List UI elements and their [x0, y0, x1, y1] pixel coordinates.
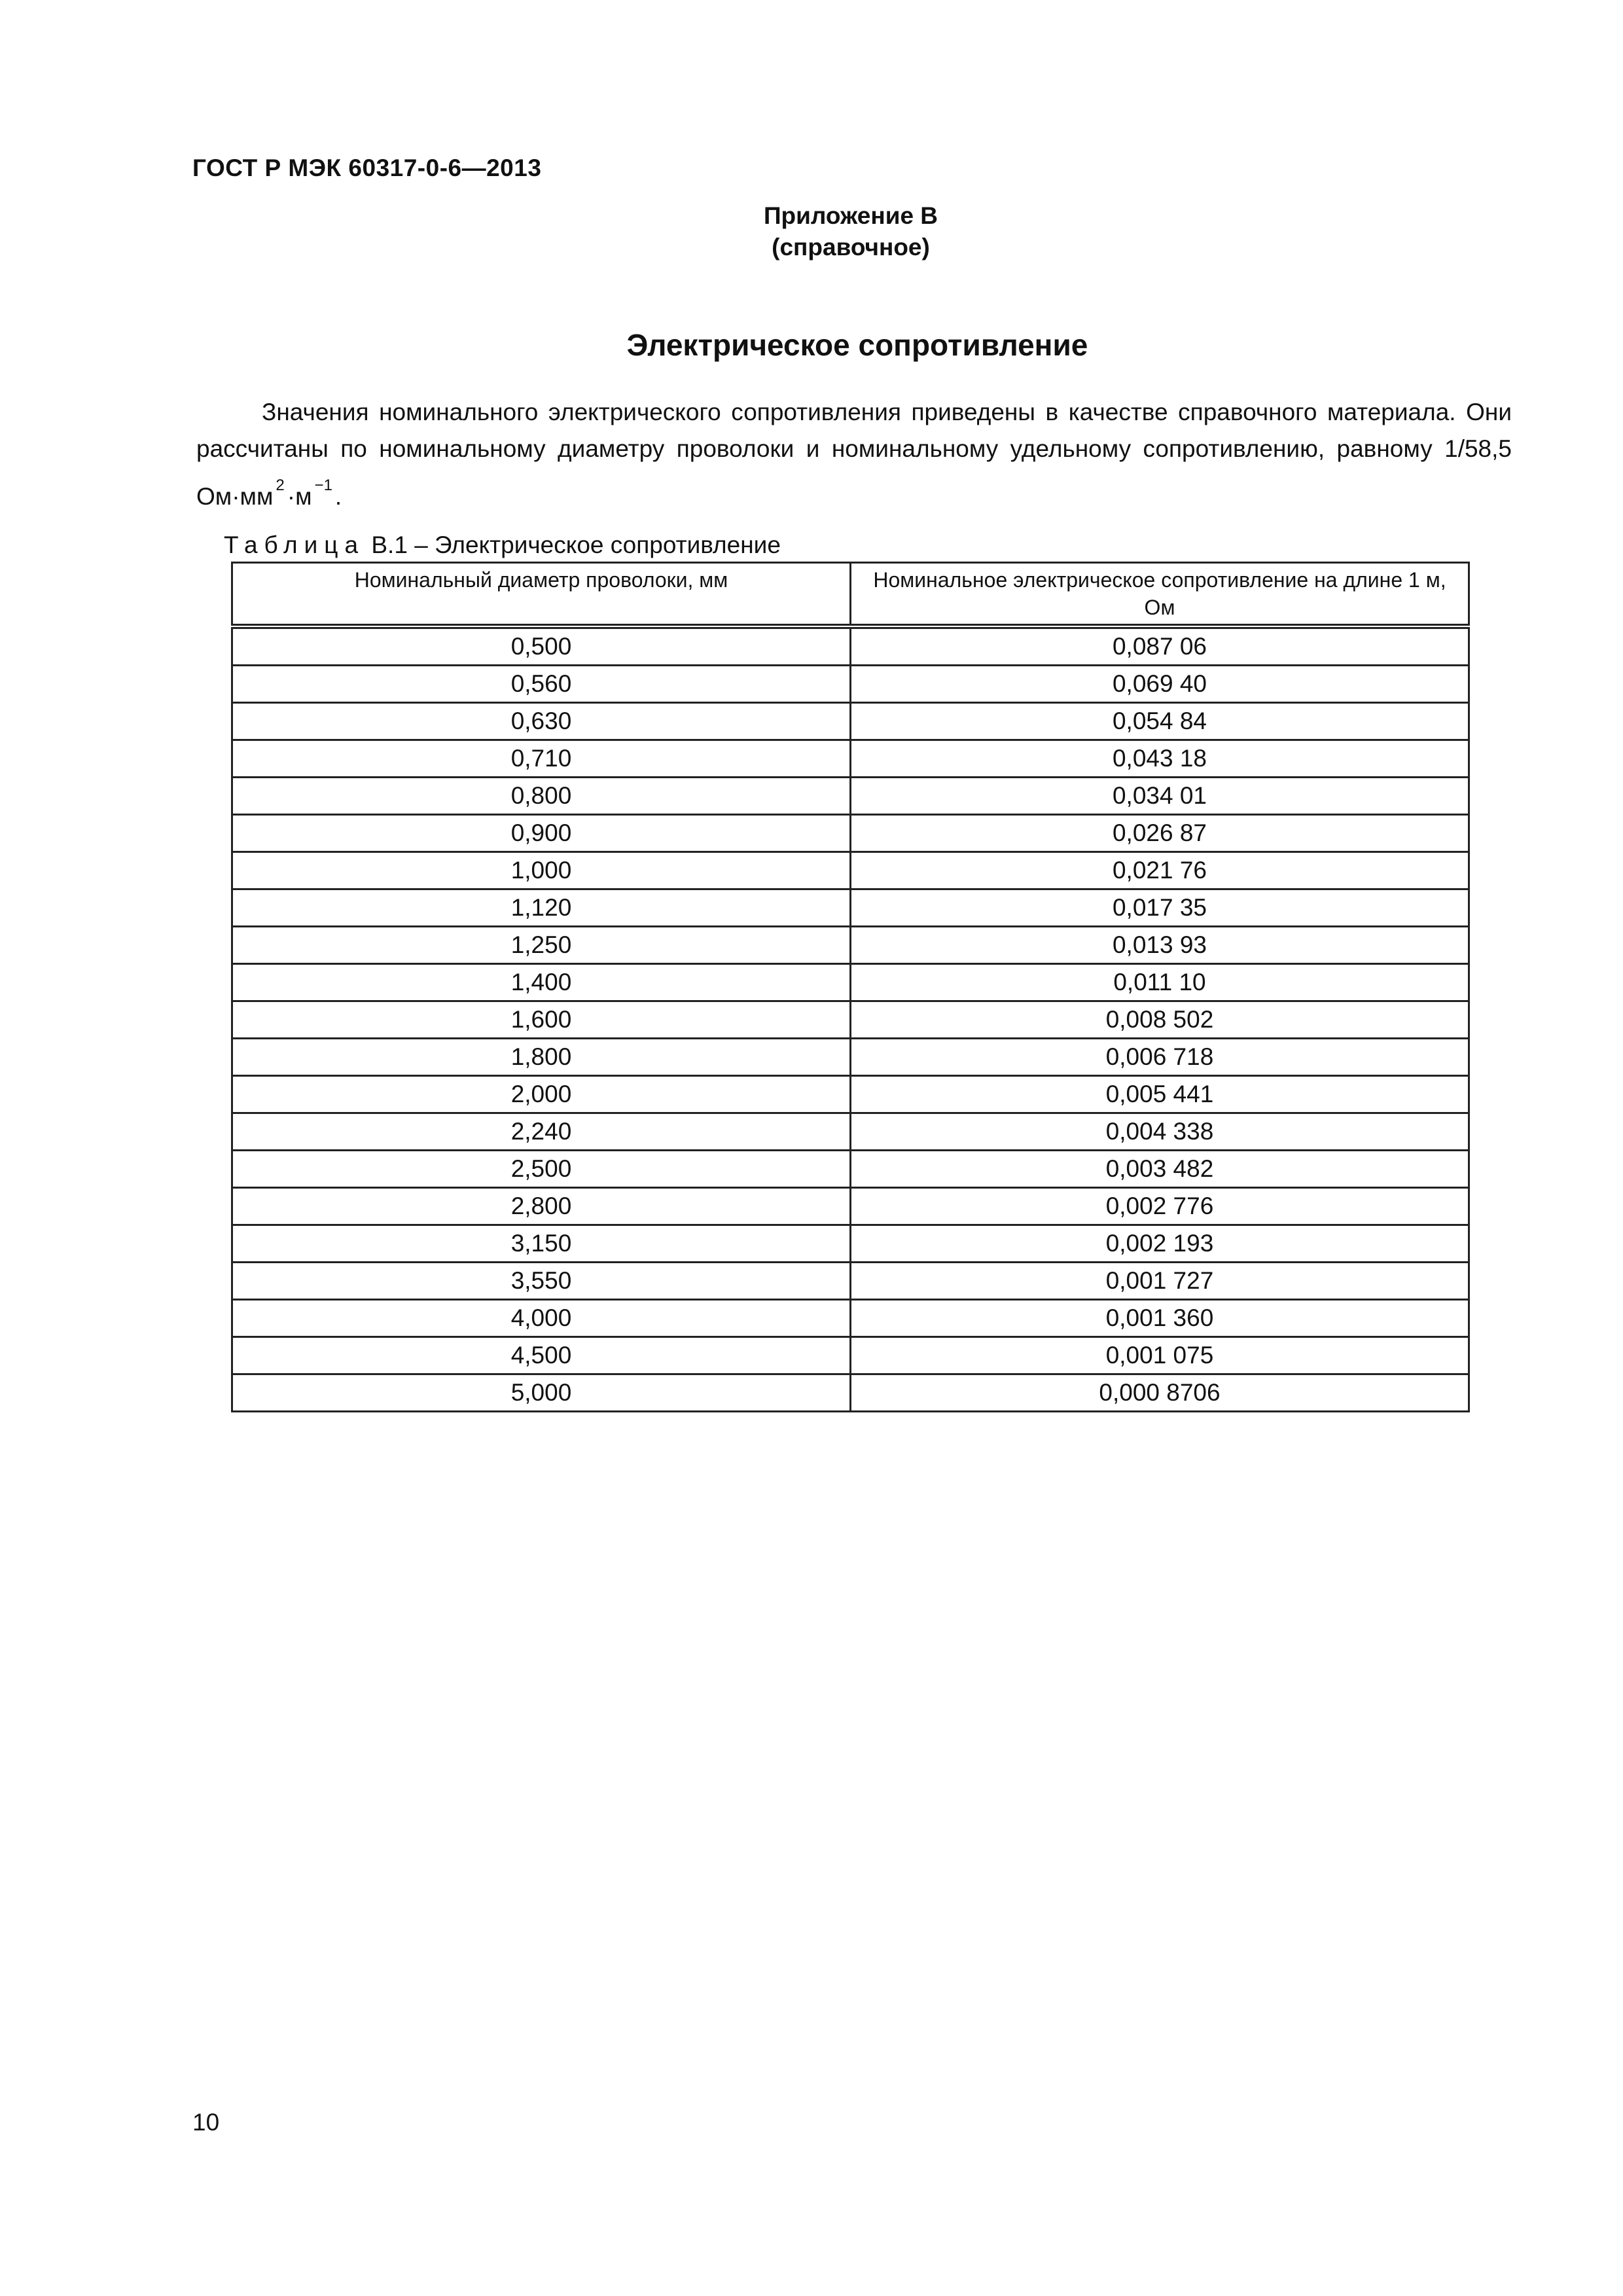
table-caption-label: Таблица — [224, 531, 365, 558]
cell-resistance: 0,004 338 — [851, 1113, 1469, 1151]
cell-resistance: 0,000 8706 — [851, 1374, 1469, 1412]
intro-paragraph — [196, 394, 1512, 515]
cell-resistance: 0,021 76 — [851, 852, 1469, 889]
cell-diameter: 2,800 — [232, 1188, 851, 1225]
cell-diameter: 2,500 — [232, 1151, 851, 1188]
annex-type: (справочное) — [772, 234, 930, 260]
cell-diameter: 1,400 — [232, 964, 851, 1001]
cell-resistance: 0,043 18 — [851, 740, 1469, 778]
cell-resistance: 0,002 193 — [851, 1225, 1469, 1263]
cell-resistance: 0,001 360 — [851, 1300, 1469, 1337]
section-title: Электрическое сопротивление — [626, 328, 1088, 362]
table-caption-number: В.1 — [371, 531, 408, 558]
cell-diameter: 5,000 — [232, 1374, 851, 1412]
table-body — [232, 626, 1469, 1412]
table-row — [232, 1039, 1469, 1076]
table-caption — [224, 531, 781, 559]
table-row — [232, 626, 1469, 666]
cell-diameter: 3,150 — [232, 1225, 851, 1263]
table-row — [232, 1151, 1469, 1188]
intro-exponent-2: 2 — [276, 476, 285, 494]
cell-diameter: 0,630 — [232, 703, 851, 740]
cell-diameter: 1,250 — [232, 927, 851, 964]
cell-diameter: 1,000 — [232, 852, 851, 889]
cell-resistance: 0,069 40 — [851, 666, 1469, 703]
cell-resistance: 0,034 01 — [851, 778, 1469, 815]
table-row — [232, 815, 1469, 852]
table-header-row — [232, 563, 1469, 627]
resistance-table — [231, 562, 1470, 1412]
cell-resistance: 0,017 35 — [851, 889, 1469, 927]
cell-diameter: 0,800 — [232, 778, 851, 815]
intro-period: . — [334, 483, 342, 510]
header-resistance: Номинальное электрическое сопротивление на длине 1 м, Ом — [851, 563, 1469, 627]
cell-resistance: 0,011 10 — [851, 964, 1469, 1001]
cell-resistance: 0,003 482 — [851, 1151, 1469, 1188]
table-row — [232, 1001, 1469, 1039]
cell-resistance: 0,005 441 — [851, 1076, 1469, 1113]
intro-unit-m: ·м — [287, 483, 312, 510]
table-caption-title: – Электрическое сопротивление — [414, 531, 781, 558]
table-row — [232, 740, 1469, 778]
cell-resistance: 0,001 727 — [851, 1263, 1469, 1300]
table-row — [232, 1113, 1469, 1151]
table-row — [232, 1263, 1469, 1300]
cell-resistance: 0,002 776 — [851, 1188, 1469, 1225]
cell-resistance: 0,013 93 — [851, 927, 1469, 964]
intro-text: Значения номинального электрического сопротивления приведены в качестве справочного материала. Они рассчитаны по номинальному диаметру проволоки и номинальному удельному сопротивлению, равному 1/58,5 Ом·мм — [196, 399, 1512, 510]
table-row — [232, 927, 1469, 964]
table-row — [232, 1300, 1469, 1337]
table-row — [232, 666, 1469, 703]
table-row — [232, 778, 1469, 815]
cell-diameter: 1,120 — [232, 889, 851, 927]
cell-resistance: 0,006 718 — [851, 1039, 1469, 1076]
header-diameter: Номинальный диаметр проволоки, мм — [232, 563, 851, 627]
cell-diameter: 1,600 — [232, 1001, 851, 1039]
table-row — [232, 1225, 1469, 1263]
table-row — [232, 1337, 1469, 1374]
table-row — [232, 703, 1469, 740]
cell-diameter: 4,500 — [232, 1337, 851, 1374]
cell-resistance: 0,001 075 — [851, 1337, 1469, 1374]
cell-resistance: 0,054 84 — [851, 703, 1469, 740]
cell-resistance: 0,026 87 — [851, 815, 1469, 852]
table-row — [232, 1076, 1469, 1113]
cell-diameter: 2,000 — [232, 1076, 851, 1113]
cell-diameter: 0,710 — [232, 740, 851, 778]
table-row — [232, 852, 1469, 889]
table-row — [232, 964, 1469, 1001]
cell-diameter: 4,000 — [232, 1300, 851, 1337]
annex-title: Приложение В — [763, 202, 938, 229]
cell-resistance: 0,008 502 — [851, 1001, 1469, 1039]
page-number: 10 — [192, 2109, 220, 2136]
intro-exponent-minus1: −1 — [314, 476, 332, 494]
table-row — [232, 1188, 1469, 1225]
cell-diameter: 0,900 — [232, 815, 851, 852]
table-row — [232, 1374, 1469, 1412]
cell-diameter: 0,500 — [232, 626, 851, 666]
cell-diameter: 1,800 — [232, 1039, 851, 1076]
cell-diameter: 3,550 — [232, 1263, 851, 1300]
cell-resistance: 0,087 06 — [851, 626, 1469, 666]
cell-diameter: 2,240 — [232, 1113, 851, 1151]
cell-diameter: 0,560 — [232, 666, 851, 703]
table-row — [232, 889, 1469, 927]
document-code: ГОСТ Р МЭК 60317-0-6—2013 — [192, 154, 542, 181]
